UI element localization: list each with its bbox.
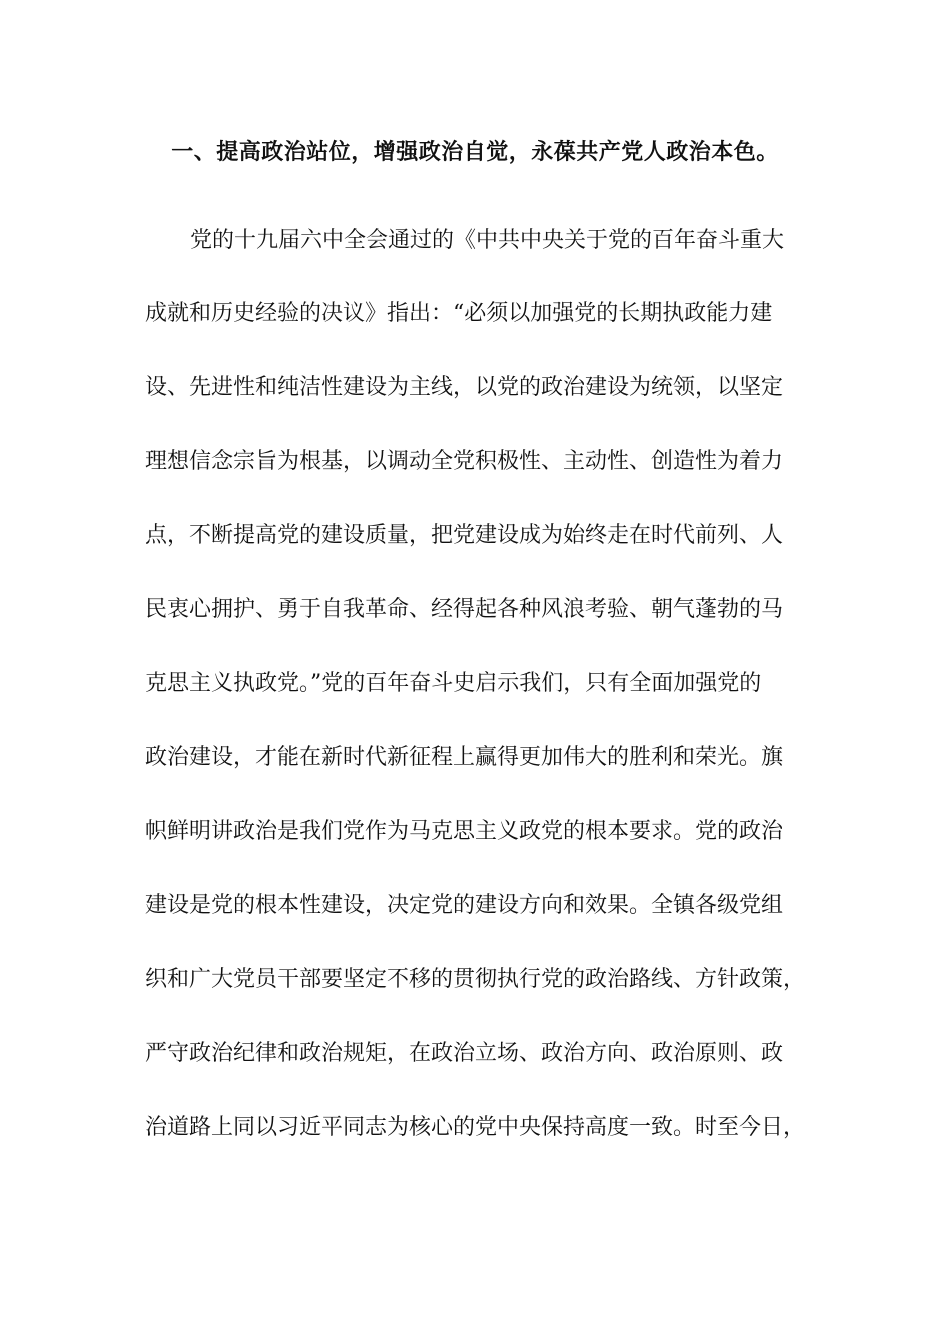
paragraph-line: 建设是党的根本性建设，决定党的建设方向和效果。全镇各级党组	[145, 893, 784, 918]
paragraph-line: 严守政治纪律和政治规矩，在政治立场、政治方向、政治原则、政	[145, 1041, 784, 1066]
paragraph-line: 党的十九届六中全会通过的《中共中央关于党的百年奋斗重大	[190, 228, 785, 253]
paragraph-line: 理想信念宗旨为根基，以调动全党积极性、主动性、创造性为着力	[145, 449, 784, 474]
paragraph-line: 点，不断提高党的建设质量，把党建设成为始终走在时代前列、人	[145, 523, 784, 548]
paragraph-line: 织和广大党员干部要坚定不移的贯彻执行党的政治路线、方针政策，	[145, 967, 806, 992]
paragraph-line: 设、先进性和纯洁性建设为主线，以党的政治建设为统领，以坚定	[145, 375, 784, 400]
section-heading: 一、提高政治站位，增强政治自觉，永葆共产党人政治本色。	[171, 140, 779, 165]
paragraph-line: 政治建设，才能在新时代新征程上赢得更加伟大的胜利和荣光。旗	[145, 745, 784, 770]
paragraph-line: 克思主义执政党。”党的百年奋斗史启示我们，只有全面加强党的	[145, 671, 762, 696]
paragraph-line: 治道路上同以习近平同志为核心的党中央保持高度一致。时至今日，	[145, 1115, 806, 1140]
paragraph-line: 民衷心拥护、勇于自我革命、经得起各种风浪考验、朝气蓬勃的马	[145, 597, 784, 622]
paragraph-line: 成就和历史经验的决议》指出：“必须以加强党的长期执政能力建	[145, 301, 773, 326]
paragraph-line: 帜鲜明讲政治是我们党作为马克思主义政党的根本要求。党的政治	[145, 819, 784, 844]
